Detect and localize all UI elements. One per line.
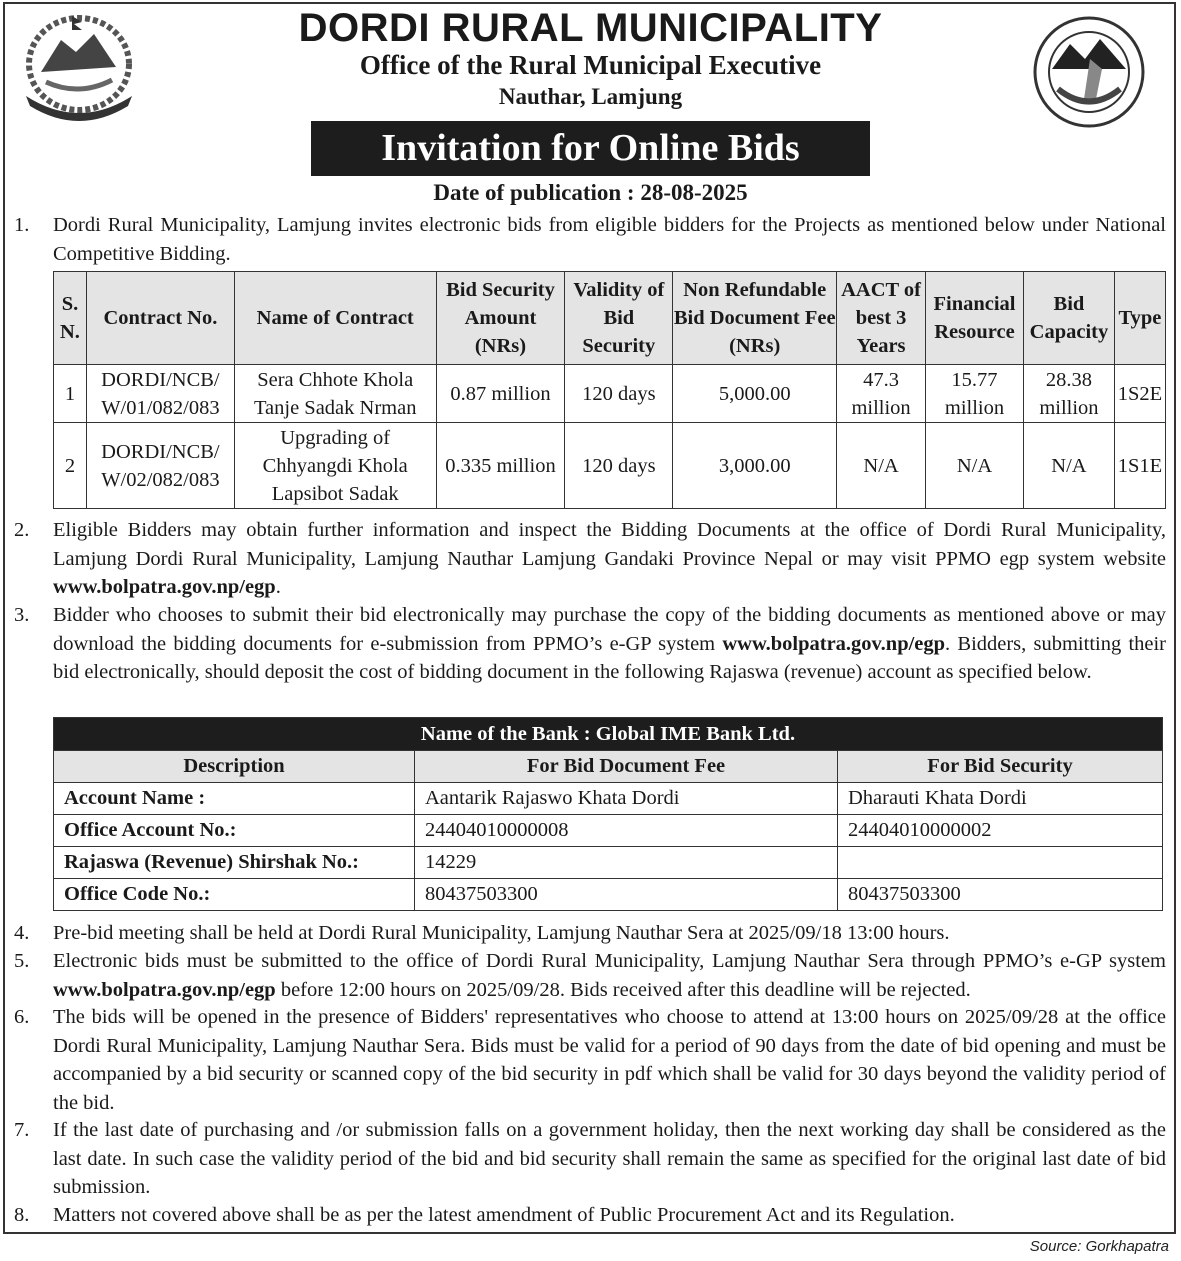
bank-account-table bbox=[53, 717, 1163, 911]
paragraph-4: 4. Pre-bid meeting shall be held at Dordi Rural Municipality, Lamjung Nauthar Sera at 2025/09/18 13:00 hours. bbox=[14, 922, 950, 944]
paragraph-5: 5. Electronic bids must be submitted to the office of Dordi Rural Municipality, Lamjung Nauthar Sera through PPMO’s e-GP system www.bolpatra.gov.np/egp before 12:00 hours on 2025/09/28. Bids received after this deadline will be rejected. bbox=[14, 950, 1166, 1001]
publication-date: Date of publication : 28-08-2025 bbox=[433, 180, 748, 205]
col-bid-capacity: Bid Capacity bbox=[1023, 272, 1114, 365]
col-validity: Validity of Bid Security bbox=[565, 272, 673, 365]
table-row: 1 DORDI/NCB/ W/01/082/083 Sera Chhote Khola Tanje Sadak Nrman 0.87 million 120 days 5,000.00 47.3 million 15.77 million 28.38 million 1S2E bbox=[54, 365, 1166, 423]
table-row: 2 DORDI/NCB/ W/02/082/083 Upgrading of Chhyangdi Khola Lapsibot Sadak 0.335 million 120 days 3,000.00 N/A N/A N/A 1S1E bbox=[54, 423, 1166, 509]
egp-link[interactable]: www.bolpatra.gov.np/egp bbox=[53, 576, 276, 598]
notice-banner: Invitation for Online Bids bbox=[311, 121, 870, 176]
egp-link[interactable]: www.bolpatra.gov.np/egp bbox=[53, 978, 276, 1001]
paragraph-6: 6. The bids will be opened in the presence of Bidders' representatives who choose to attend at 13:00 hours on 2025/09/28 at the office Dordi Rural Municipality, Lamjung Nauthar Sera. Bids must be valid for a period of 90 days from the date of bid opening and must be accompanied by a bid security or scanned copy of the bid security in pdf which shall be valid for 30 days beyond the validity period of the bid. bbox=[14, 1006, 1166, 1114]
table-row: Account Name : Aantarik Rajaswo Khata Dordi Dharauti Khata Dordi bbox=[54, 783, 1163, 815]
office-subtitle: Office of the Rural Municipal Executive bbox=[359, 50, 822, 80]
col-bid-security: Bid Security Amount (NRs) bbox=[436, 272, 565, 365]
office-location: Nauthar, Lamjung bbox=[498, 84, 683, 109]
paragraph-2: 2. Eligible Bidders may obtain further information and inspect the Bidding Documents at the office of Dordi Rural Municipality, Lamjung Dordi Rural Municipality, Lamjung Nauthar Lamjung Gandaki Province Nepal or may visit PPMO egp system website www.bolpatra.gov.np/egp. bbox=[14, 519, 1166, 598]
col-type: Type bbox=[1114, 272, 1165, 365]
table-header-row bbox=[54, 272, 1166, 365]
col-contract-name: Name of Contract bbox=[234, 272, 436, 365]
paragraph-1: 1. Dordi Rural Municipality, Lamjung invites electronic bids from eligible bidders for the Projects as mentioned below under National Competitive Bidding. bbox=[14, 214, 1166, 265]
contracts-table bbox=[53, 271, 1166, 509]
table-row: Rajaswa (Revenue) Shirshak No.: 14229 bbox=[54, 847, 1163, 879]
col-aact: AACT of best 3 Years bbox=[837, 272, 926, 365]
bank-name-header: Name of the Bank : Global IME Bank Ltd. bbox=[54, 718, 1163, 751]
table-row: Office Account No.: 24404010000008 24404010000002 bbox=[54, 815, 1163, 847]
table-row: Office Code No.: 80437503300 80437503300 bbox=[54, 879, 1163, 911]
egp-link[interactable]: www.bolpatra.gov.np/egp bbox=[722, 632, 946, 655]
paragraph-3: 3. Bidder who chooses to submit their bid electronically may purchase the copy of the bidding documents as mentioned above or may download the bidding documents for e-submission from PPMO’s e-GP system www.bolpatra.gov.np/egp. Bidders, submitting their bid electronically, should deposit the cost of bidding document in the following Rajaswa (revenue) account as specified below. bbox=[14, 604, 1167, 683]
table-header-row: Description For Bid Document Fee For Bid Security bbox=[54, 751, 1163, 783]
municipality-title: DORDI RURAL MUNICIPALITY bbox=[298, 6, 883, 50]
paragraph-7: 7. If the last date of purchasing and /or submission falls on a government holiday, then the next working day shall be considered as the last date. In such case the validity period of the bid and bid security shall remain the same as specified for the original last date of bid submission. bbox=[14, 1119, 1166, 1198]
col-contract-no: Contract No. bbox=[86, 272, 234, 365]
paragraph-8: 8. Matters not covered above shall be as per the latest amendment of Public Procurement Act and its Regulation. bbox=[14, 1204, 955, 1226]
col-doc-fee: Non Refundable Bid Document Fee (NRs) bbox=[673, 272, 837, 365]
source-credit: Source: Gorkhapatra bbox=[1029, 1238, 1169, 1255]
col-financial-resource: Financial Resource bbox=[926, 272, 1024, 365]
col-sn: S. N. bbox=[54, 272, 87, 365]
